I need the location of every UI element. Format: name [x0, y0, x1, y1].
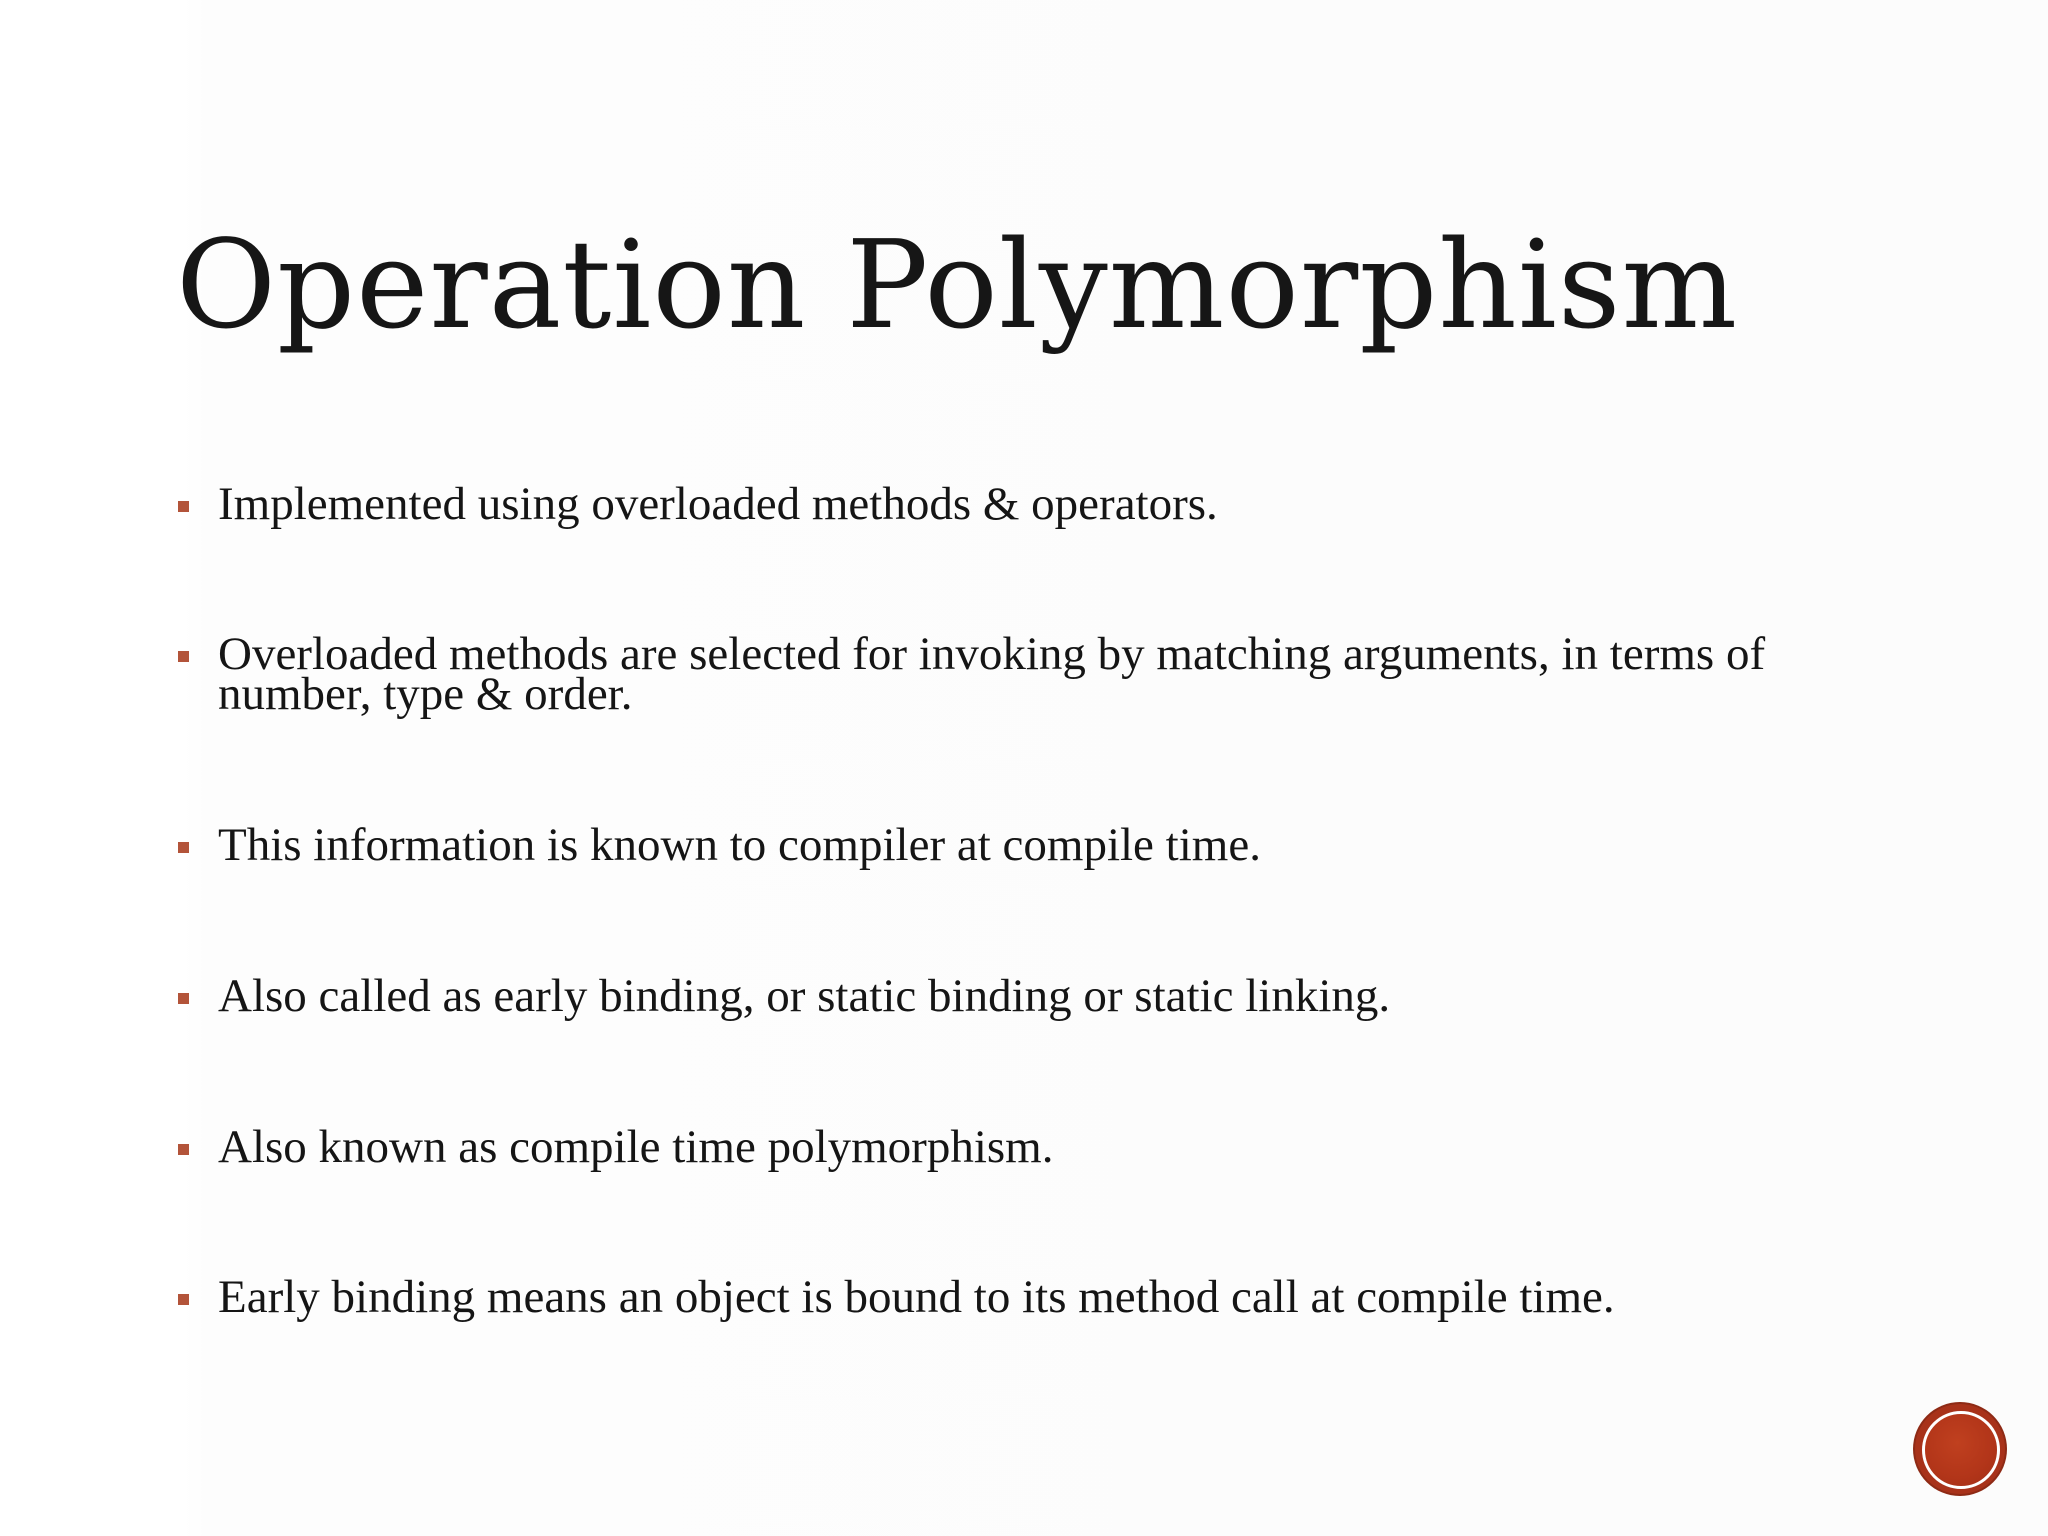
bullet-item	[176, 628, 1916, 720]
bullet-item	[176, 819, 1916, 871]
bullet-item	[176, 478, 1916, 530]
bullet-item	[176, 1121, 1916, 1173]
bullet-text: Also known as compile time polymorphism.	[218, 1121, 1054, 1173]
bullet-text: Overloaded methods are selected for invoking by matching arguments, in terms of number, type & order.	[218, 628, 1766, 720]
square-bullet-icon	[178, 1144, 189, 1155]
square-bullet-icon	[178, 501, 189, 512]
circle-badge-icon	[1915, 1404, 2005, 1494]
square-bullet-icon	[178, 1294, 189, 1305]
circle-ring-icon	[1922, 1411, 2000, 1489]
slide-title: Operation Polymorphism	[176, 214, 1739, 356]
square-bullet-icon	[178, 842, 189, 853]
bullet-text: This information is known to compiler at compile time.	[218, 819, 1261, 871]
bullet-text: Early binding means an object is bound to its method call at compile time.	[218, 1271, 1615, 1323]
bullet-item	[176, 1271, 1916, 1323]
bullet-item	[176, 970, 1916, 1022]
square-bullet-icon	[178, 993, 189, 1004]
bullet-text: Also called as early binding, or static binding or static linking.	[218, 970, 1391, 1022]
square-bullet-icon	[178, 651, 189, 662]
bullet-text: Implemented using overloaded methods & operators.	[218, 478, 1218, 530]
